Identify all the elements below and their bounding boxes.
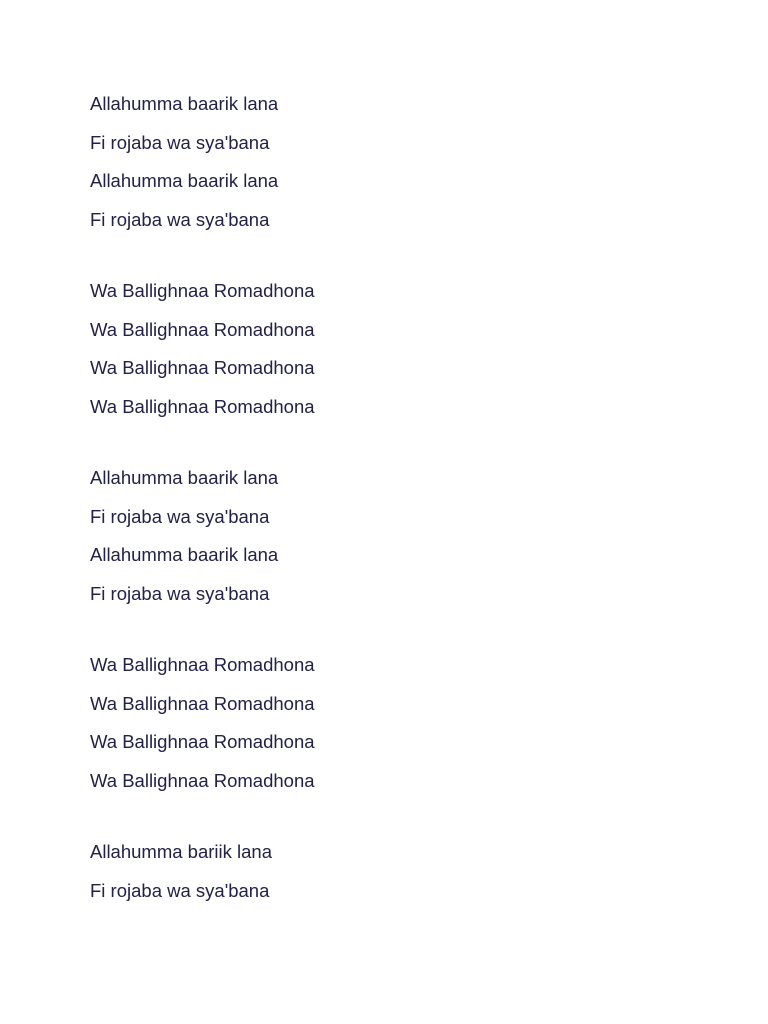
lyric-line: Fi rojaba wa sya'bana: [90, 505, 270, 527]
stanza-3: [90, 466, 690, 620]
lyric-line: Allahumma baarik lana: [90, 467, 279, 488]
lyric-line: Wa Ballighnaa Romadhona: [90, 357, 315, 378]
stanza-2: [90, 279, 690, 433]
lyric-line: Allahumma baarik lana: [90, 544, 279, 565]
stanza-4: [90, 653, 690, 807]
lyric-line: Allahumma baarik lana: [90, 93, 279, 114]
stanza-5: [90, 840, 690, 917]
lyric-line: Fi rojaba wa sya'bana: [90, 131, 270, 153]
lyric-line: Wa Ballighnaa Romadhona: [90, 395, 315, 417]
lyric-line: Allahumma bariik lana: [90, 841, 273, 862]
lyric-line: Wa Ballighnaa Romadhona: [90, 731, 315, 752]
stanza-1: [90, 92, 690, 246]
lyric-line: Fi rojaba wa sya'bana: [90, 208, 270, 230]
lyric-line: Wa Ballighnaa Romadhona: [90, 654, 315, 675]
lyric-line: Wa Ballighnaa Romadhona: [90, 318, 315, 340]
lyric-line: Wa Ballighnaa Romadhona: [90, 280, 315, 301]
lyric-line: Wa Ballighnaa Romadhona: [90, 692, 315, 714]
lyric-line: Fi rojaba wa sya'bana: [90, 582, 270, 604]
lyrics-body: [90, 92, 690, 950]
lyric-line: Allahumma baarik lana: [90, 170, 279, 191]
lyric-line: Wa Ballighnaa Romadhona: [90, 769, 315, 791]
lyric-line: Fi rojaba wa sya'bana: [90, 879, 270, 901]
